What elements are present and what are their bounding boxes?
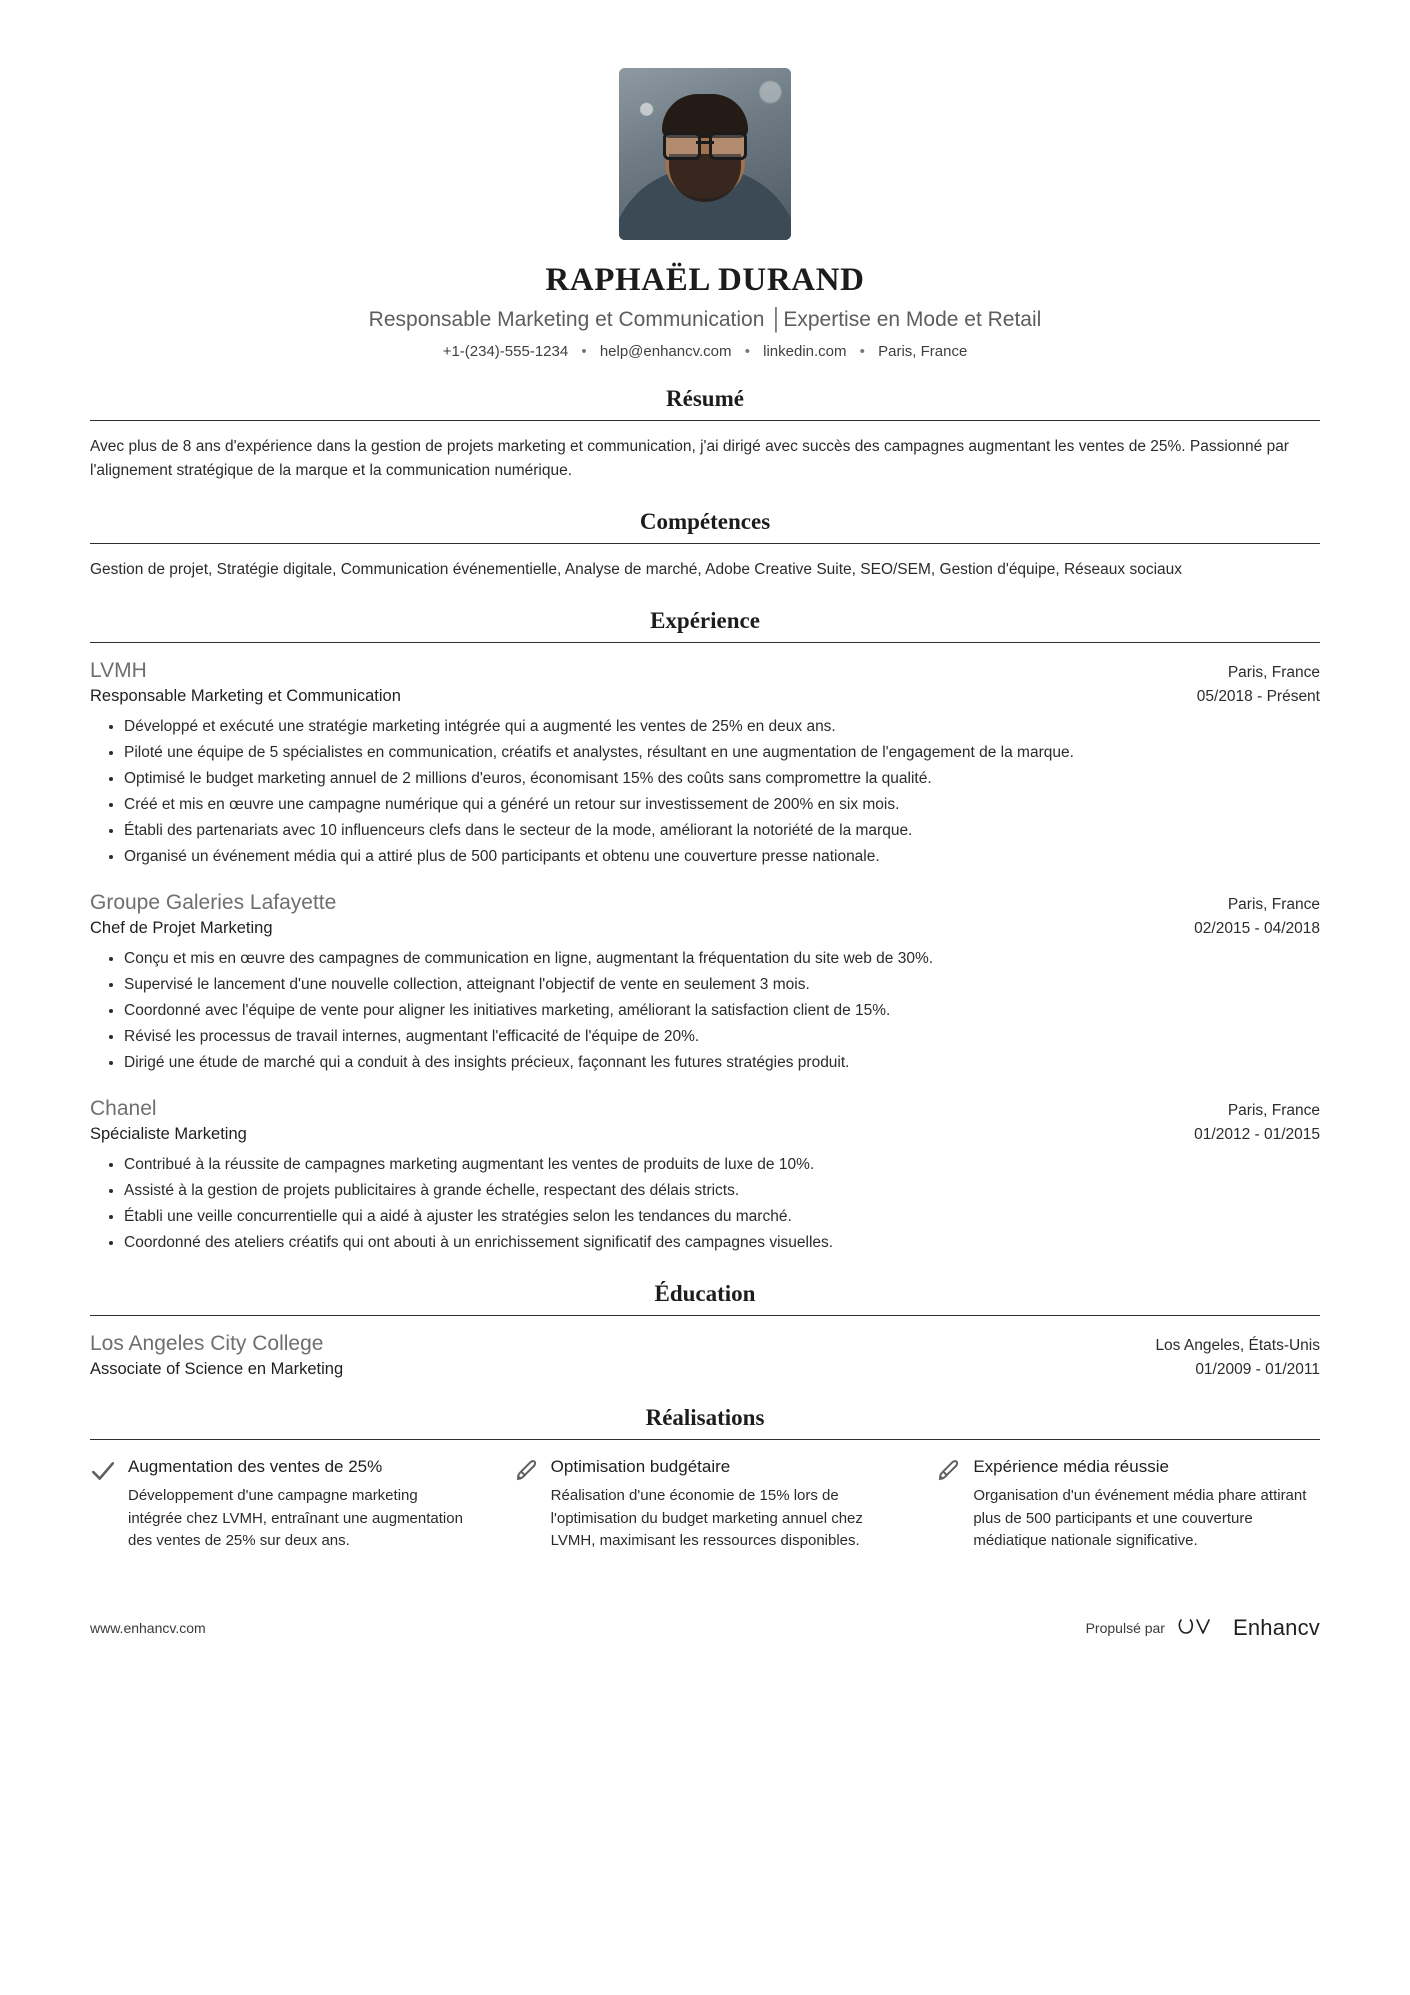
bullet-item: • Révisé les processus de travail internes, augmentant l'efficacité de l'équipe de 20%. [124,1025,1320,1049]
achievement-text: Réalisation d'une économie de 15% lors de l'optimisation du budget marketing annuel chez LVMH, maximisant les ressources disponibles. [550,1487,863,1550]
education-entry [90,1332,1320,1379]
job-bullets [90,1153,1320,1255]
section-title-experience: Expérience [650,608,760,634]
employer-location: Paris, France [1227,896,1320,914]
achievement-item [935,1456,1320,1553]
bullet-item: • Établi une veille concurrentielle qui a aidé à ajuster les stratégies selon les tendances du marché. [124,1205,1320,1229]
glasses-icon [663,132,747,154]
contact-separator: • [859,343,865,360]
section-title-achievements: Réalisations [645,1405,765,1431]
job-bullets [90,715,1320,869]
experience-entry [90,1097,1320,1255]
bullet-item: • Optimisé le budget marketing annuel de 2 millions d'euros, économisant 15% des coûts sans compromettre la qualité. [124,767,1320,791]
contact-linkedin[interactable]: linkedin.com [763,343,847,360]
page-title: RAPHAËL DURAND [545,262,865,298]
bullet-item: • Développé et exécuté une stratégie marketing intégrée qui a augmenté les ventes de 25% en deux ans. [124,715,1320,739]
school-name: Los Angeles City College [90,1332,324,1356]
bullet-item: • Coordonné avec l'équipe de vente pour aligner les initiatives marketing, améliorant la satisfaction client de 15%. [124,999,1320,1023]
section-title-summary: Résumé [666,386,744,411]
achievements-grid [90,1440,1320,1553]
achievement-item [90,1456,475,1553]
employer-location: Paris, France [1227,664,1320,682]
bullet-item: • Établi des partenariats avec 10 influenceurs clefs dans le secteur de la mode, améliorant la notoriété de la marque. [124,819,1320,843]
headline: Responsable Marketing et Communication │Expertise en Mode et Retail [368,308,1042,331]
job-title: Spécialiste Marketing [90,1125,247,1144]
achievement-item [513,1456,898,1553]
bullet-item: • Conçu et mis en œuvre des campagnes de communication en ligne, augmentant la fréquentation du site web de 30%. [124,947,1320,971]
section-title-education: Éducation [654,1281,756,1307]
job-title: Chef de Projet Marketing [90,919,273,938]
contact-separator: • [744,343,750,360]
summary-text: Avec plus de 8 ans d'expérience dans la gestion de projets marketing et communication, j'ai dirigé avec succès des campagnes augmentant les ventes de 25%. Passionné par l'alignement stratégique de la marque et la communication numérique. [90,438,1289,480]
school-location: Los Angeles, États-Unis [1155,1337,1320,1355]
achievement-title: Augmentation des ventes de 25% [128,1457,383,1477]
section-title-skills: Compétences [639,509,771,535]
footer-website[interactable]: www.enhancv.com [90,1619,206,1636]
summary-body [90,421,1320,483]
bullet-item: • Coordonné des ateliers créatifs qui ont abouti à un enrichissement significatif des campagnes visuelles. [124,1231,1320,1255]
rocket-icon [935,1458,961,1484]
employer-location: Paris, France [1227,1102,1320,1120]
achievement-text: Développement d'une campagne marketing intégrée chez LVMH, entraînant une augmentation des ventes de 25% sur deux ans. [128,1487,463,1550]
contact-location: Paris, France [878,343,968,360]
section-experience [90,608,1320,1255]
bullet-item: • Assisté à la gestion de projets publicitaires à grande échelle, respectant des délais stricts. [124,1179,1320,1203]
skills-text: Gestion de projet, Stratégie digitale, Communication événementielle, Analyse de marché, Adobe Creative Suite, SEO/SEM, Gestion d'équipe, Réseaux sociaux [90,561,1183,579]
bullet-item: • Créé et mis en œuvre une campagne numérique qui a généré un retour sur investissement de 200% en six mois. [124,793,1320,817]
section-education [90,1281,1320,1379]
achievement-title: Optimisation budgétaire [550,1457,731,1477]
experience-body [90,643,1320,1255]
experience-entry [90,659,1320,869]
check-icon [90,1458,116,1484]
experience-entry [90,891,1320,1075]
job-dates: 05/2018 - Présent [1196,688,1320,706]
contact-line [90,343,1320,360]
education-body [90,1316,1320,1379]
section-summary [90,386,1320,483]
section-achievements [90,1405,1320,1553]
footer-brand-block [1086,1615,1320,1641]
contact-phone[interactable]: +1-(234)-555-1234 [442,343,569,360]
job-title: Responsable Marketing et Communication [90,687,401,706]
bullet-item: • Supervisé le lancement d'une nouvelle collection, atteignant l'objectif de vente en seulement 3 mois. [124,973,1320,997]
achievement-text: Organisation d'un événement média phare attirant plus de 500 participants et une couverture médiatique nationale significative. [973,1487,1307,1550]
bullet-item: • Piloté une équipe de 5 spécialistes en communication, créatifs et analystes, résultant en une augmentation de l'engagement de la marque. [124,741,1320,765]
enhancv-logo-icon [1177,1615,1223,1640]
profile-photo [619,68,791,240]
bullet-item: • Dirigé une étude de marché qui a conduit à des insights précieux, façonnant les futures stratégies produit. [124,1051,1320,1075]
brand-logo-block [1177,1615,1320,1641]
bullet-item: • Organisé un événement média qui a attiré plus de 500 participants et obtenu une couverture presse nationale. [124,845,1320,869]
degree-dates: 01/2009 - 01/2011 [1195,1361,1320,1379]
powered-by-label: Propulsé par [1085,1619,1165,1636]
contact-separator: • [581,343,587,360]
contact-email[interactable]: help@enhancv.com [599,343,732,360]
profile-photo-wrap [90,68,1320,240]
job-dates: 02/2015 - 04/2018 [1194,920,1320,938]
job-bullets [90,947,1320,1075]
employer-name: LVMH [90,659,147,683]
degree-title: Associate of Science en Marketing [90,1360,344,1379]
bullet-item: • Contribué à la réussite de campagnes marketing augmentant les ventes de produits de luxe de 10%. [124,1153,1320,1177]
skills-body [90,544,1320,582]
employer-name: Groupe Galeries Lafayette [90,891,337,915]
brand-name: Enhancv [1232,1614,1320,1640]
achievement-title: Expérience média réussie [973,1457,1169,1477]
page-footer [90,1615,1320,1671]
section-skills [90,509,1320,582]
employer-name: Chanel [90,1097,157,1121]
rocket-icon [513,1458,539,1484]
job-dates: 01/2012 - 01/2015 [1194,1126,1320,1144]
